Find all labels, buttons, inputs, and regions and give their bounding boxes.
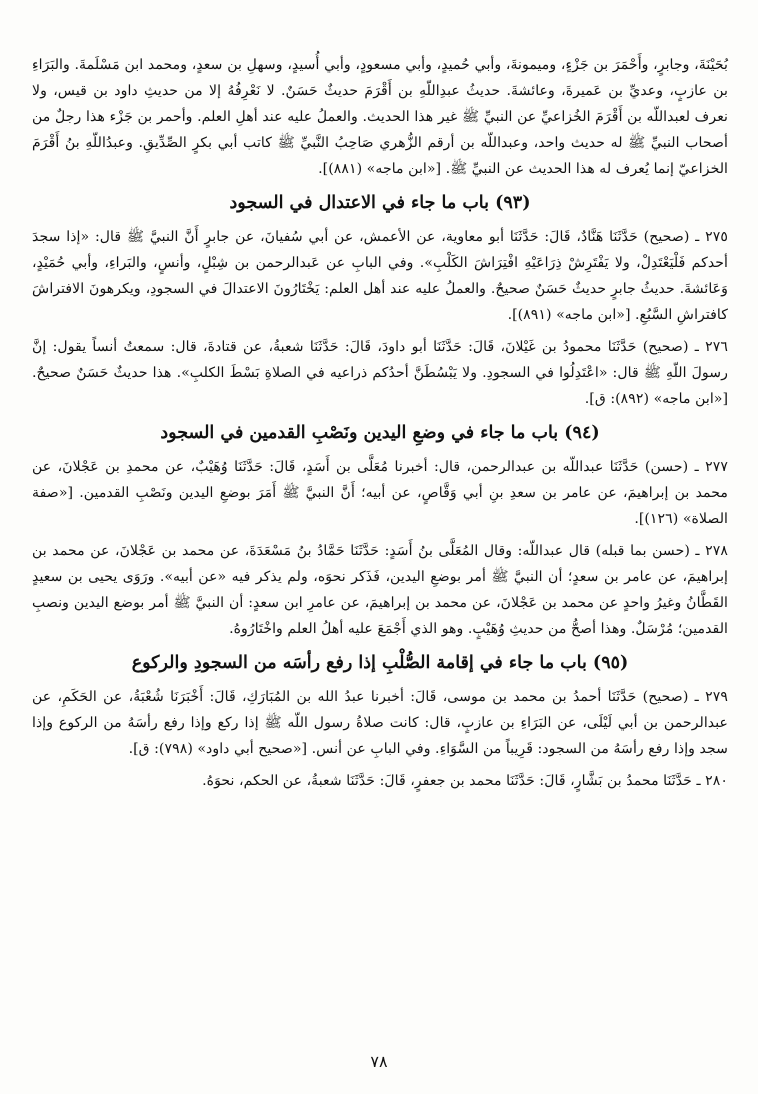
- chapter-heading-95: (٩٥) باب ما جاء في إقامة الصُّلْبِ إذا رفع رأسَه من السجودِ والركوع: [131, 653, 629, 673]
- section-93: [32, 188, 728, 412]
- hadith-278: ٢٧٨ ـ (حسن بما قبله) قال عبداللّه: وقال المُعَلَّى بنُ أَسَدٍ: حَدَّثَنَا حَمَّادُ بنُ مَسْعَدَةَ، عن محمد بن عَجْلانَ، عن محمد بن إبراهيمَ، عن عامر بن سعدٍ؛ أن النبيَّ ﷺ أمر بوضعِ اليدين، فَذَكر نحوَه، ولم يذكر فيه «عن أبيه». ورَوَى يحيى بن سعيدٍ القَطَّانُ وغيرُ واحدٍ عن محمد بن عَجْلانَ، عن محمد بن إبراهيمَ، عن عامرِ ابن سعدٍ: أن النبيَّ ﷺ أمر بوضع اليدين ونصبِ القدمين؛ مُرْسَلٌ. وهذا أصحُّ من حديثِ وُهَيْبٍ. وهو الذي أَجْمَعَ عليه أهلُ العلم واخْتَارُوهُ.: [32, 543, 728, 637]
- hadith-279: ٢٧٩ ـ (صحيح) حَدَّثَنَا أحمدُ بن محمد بن موسى، قَالَ: أخبرنا عبدُ الله بن المُبَارَكِ، قَالَ: أَخْبَرَنَا شُعْبَةُ، عن الحَكَمِ، عن عبدالرحمن بن أبي لَيْلَى، عن البَرَاءِ بن عازبٍ، قال: كانت صلاةُ رسول اللّه ﷺ إذا ركع وإذا رفع رأسَهُ من الركوع وإذا سجد وإذا رفع رأسَهُ من السجود: قَرِيباً من السَّوَاءِ. وفي البابِ عن أنس. [«صحيح أبي داود» (٧٩٨): ق].: [32, 689, 728, 757]
- page-number: ٧٨: [370, 1052, 388, 1071]
- chapter-heading-94: (٩٤) باب ما جاء في وضعِ اليدين ونَصْبِ القدمين في السجود: [160, 423, 600, 443]
- hadith-280: ٢٨٠ ـ حَدَّثَنَا محمدُ بن بَشَّارٍ، قَالَ: حَدَّثَنَا محمد بن جعفرٍ، قَالَ: حَدَّثَنَا شعبةُ، عن الحكم، نحوَهُ.: [202, 773, 728, 789]
- continued-paragraph: بُحَيْنَةَ، وجابرٍ، وأَحْمَرَ بن جَزْءٍ، وميمونةَ، وأبي حُميدٍ، وأبي مسعودٍ، وأبي أُسيدٍ، وسهلِ بن سعدٍ، ومحمد ابن مَسْلَمةَ. والبَرَاءِ بن عازبٍ، وعديِّ بن عَميرةَ، وعائشةَ. حديثُ عبدِاللّهِ بن أَقْرَمَ حديثٌ حَسَنٌ. لا نَعْرِفُهُ إلا من حديثِ داود بن قيس، ولا نعرف لعبداللّه بن أَقْرَمَ الخُزاعيِّ عن النبيِّ ﷺ غير هذا الحديث. والعملُ عليه عند أهلِ العلم. وأحمر بن جَزْء هذا رجلٌ من أصحاب النبيِّ ﷺ له حديث واحد، وعبداللّه بن أرقم الزُّهري صَاحِبُ النَّبيِّ ﷺ كاتب أبي بكرٍ الصِّدِّيقِ. وعبدُاللّهِ بنُ أَقْرَمَ الخزاعيّ إنما يُعرف له هذا الحديث عن النبيِّ ﷺ. [«ابن ماجه» (٨٨١)].: [32, 57, 728, 177]
- section-94: [32, 418, 728, 642]
- hadith-277: ٢٧٧ ـ (حسن) حَدَّثَنَا عبداللّه بن عبدالرحمن، قال: أخبرنا مُعَلَّى بن أَسَدٍ، قَالَ: حَدَّثَنَا وُهَيْبٌ، عن محمدِ بن عَجْلانَ، عن محمد بن إبراهيمَ، عن عامر بن سعدِ بنِ أبي وَقَّاصٍ، عن أبيه؛ أَنَّ النبيَّ ﷺ أَمَرَ بوضعِ اليدين ونَصْبِ القدمين. [«صفة الصلاة» (١٢٦)].: [32, 459, 728, 527]
- hadith-275: ٢٧٥ ـ (صحيح) حَدَّثَنَا هَنَّادٌ، قَالَ: حَدَّثَنَا أبو معاوية، عن الأعمش، عن أبي سُفيانَ، عن جابرٍ أَنَّ النبيَّ ﷺ قال: «إذا سجدَ أحدكم فَلْيَعْتَدِلْ، ولا يَفْتَرِشْ ذِرَاعَيْهِ افْتِرَاشَ الكَلْبِ». وفي البابِ عن عَبدالرحمن بن شِبْلٍ، وأنسٍ، والبَراءِ، وأبي حُمَيْدٍ، وَعَائشةَ. حديثُ جابرٍ حديثٌ حَسَنٌ صحيحٌ. والعملُ عليه عند أهل العلم: يَخْتَارُونَ الاعتدالَ في السجودِ، ويكرهونَ الافتراشَ كافتراشِ السَّبُعِ. [«ابن ماجه» (٨٩١)].: [32, 229, 728, 323]
- section-95: [32, 648, 728, 794]
- hadith-276: ٢٧٦ ـ (صحيح) حَدَّثَنَا محمودُ بن غَيْلانَ، قَالَ: حَدَّثَنَا أبو داودَ، قَالَ: حَدَّثَنَا شعبةُ، عن قتادةَ، قال: سمعتُ أنساً يقول: إنَّ رسولَ اللّهِ ﷺ قال: «اعْتَدِلُوا في السجودِ. ولا يَبْسُطَنَّ أحدُكم ذراعيه في الصلاةِ بَسْطَ الكلبِ». هذا حديثٌ حَسَنٌ صحيحٌ. [«ابن ماجه» (٨٩٢): ق].: [32, 339, 728, 407]
- chapter-heading-93: (٩٣) باب ما جاء في الاعتدال في السجود: [229, 193, 531, 213]
